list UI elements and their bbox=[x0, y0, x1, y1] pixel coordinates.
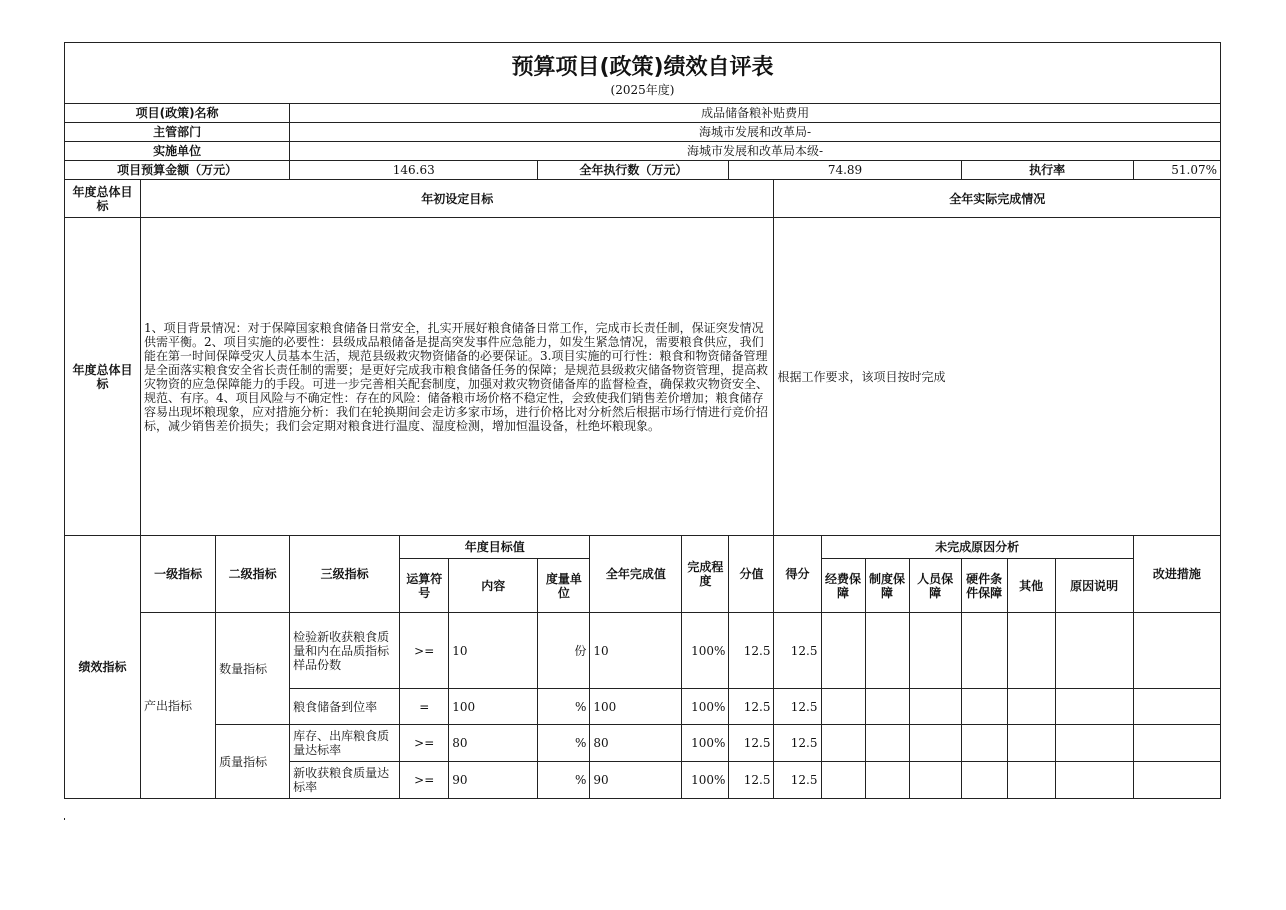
completion-degree: 100% bbox=[682, 725, 729, 762]
col-level3: 三级指标 bbox=[290, 536, 400, 613]
rate-value: 51.07% bbox=[1133, 161, 1220, 180]
score-value: 12.5 bbox=[729, 762, 774, 799]
table-row bbox=[65, 725, 1221, 762]
col-operator: 运算符号 bbox=[400, 559, 449, 613]
target-content: 100 bbox=[449, 689, 538, 725]
col-other: 其他 bbox=[1007, 559, 1055, 613]
col-improve: 改进措施 bbox=[1133, 536, 1220, 613]
exec-value: 74.89 bbox=[729, 161, 961, 180]
completion-degree: 100% bbox=[682, 613, 729, 689]
level1-output: 产出指标 bbox=[141, 613, 216, 799]
level2-quantity: 数量指标 bbox=[216, 613, 290, 725]
target-content: 80 bbox=[449, 725, 538, 762]
col-funding: 经费保障 bbox=[821, 559, 865, 613]
fiscal-year: (2025年度) bbox=[610, 83, 675, 97]
title-block bbox=[65, 43, 1221, 104]
col-hardware: 硬件条件保障 bbox=[961, 559, 1007, 613]
col-score: 得分 bbox=[774, 536, 821, 613]
col-level2: 二级指标 bbox=[216, 536, 290, 613]
operator: >= bbox=[400, 762, 449, 799]
indicator-name: 检验新收获粮食质量和内在品质指标样品份数 bbox=[290, 613, 400, 689]
score-value: 12.5 bbox=[729, 613, 774, 689]
table-continuation-edge bbox=[64, 818, 815, 820]
indicator-name: 粮食储备到位率 bbox=[290, 689, 400, 725]
target-content: 10 bbox=[449, 613, 538, 689]
col-score-value: 分值 bbox=[729, 536, 774, 613]
initial-goal-label: 年初设定目标 bbox=[141, 180, 774, 218]
score: 12.5 bbox=[774, 613, 821, 689]
initial-goal-text: 1、项目背景情况：对于保障国家粮食储备日常安全，扎实开展好粮食储备日常工作，完成市长责任制，保证突发情况供需平衡。2、项目实施的必要性：县级成品粮储备是提高突发事件应急能力，如发生紧急情况，需要粮食供应，我们能在第一时间保障受灾人员基本生活，规范县级救灾物资储备的必要保证。3.项目实施的可行性：粮食和物资储备管理是全面落实粮食安全省长责任制的需要；是更好完成我市粮食储备任务的保障；是规范县级救灾储备物资管理，提高救灾物资的应急保障能力的手段。可进一步完善相关配套制度，加强对救灾物资储备库的监督检查，确保救灾物资安全、规范、有序。4、项目风险与不确定性：存在的风险：储备粮市场价格不稳定性，会致使我们销售差价增加；粮食储存容易出现坏粮现象，应对措施分析：我们在轮换期间会走访多家市场，进行价格比对分析然后根据市场行情进行竞价招标，减少销售差价损失；我们会定期对粮食进行温度、湿度检测，增加恒温设备，杜绝坏粮现象。 bbox=[141, 218, 774, 536]
performance-evaluation-sheet bbox=[64, 42, 1221, 799]
completion-degree: 100% bbox=[682, 689, 729, 725]
score: 12.5 bbox=[774, 725, 821, 762]
measure-unit: % bbox=[538, 762, 590, 799]
budget-label: 项目预算金额（万元） bbox=[65, 161, 290, 180]
col-degree: 完成程度 bbox=[682, 536, 729, 613]
operator: >= bbox=[400, 725, 449, 762]
score: 12.5 bbox=[774, 689, 821, 725]
goal-header-label: 年度总体目标 bbox=[65, 180, 141, 218]
col-reason: 原因说明 bbox=[1055, 559, 1133, 613]
col-system: 制度保障 bbox=[865, 559, 909, 613]
goal-row-label: 年度总体目标 bbox=[65, 218, 141, 536]
operator: >= bbox=[400, 613, 449, 689]
unit-value: 海城市发展和改革局本级- bbox=[290, 142, 1221, 161]
measure-unit: % bbox=[538, 689, 590, 725]
indicator-name: 库存、出库粮食质量达标率 bbox=[290, 725, 400, 762]
evaluation-table bbox=[64, 42, 1221, 799]
page-title: 预算项目(政策)绩效自评表 bbox=[511, 55, 774, 80]
unit-label: 实施单位 bbox=[65, 142, 290, 161]
dept-label: 主管部门 bbox=[65, 123, 290, 142]
actual-value: 80 bbox=[590, 725, 682, 762]
col-content: 内容 bbox=[449, 559, 538, 613]
operator: = bbox=[400, 689, 449, 725]
project-name-label: 项目(政策)名称 bbox=[65, 104, 290, 123]
dept-value: 海城市发展和改革局- bbox=[290, 123, 1221, 142]
actual-value: 10 bbox=[590, 613, 682, 689]
score-value: 12.5 bbox=[729, 689, 774, 725]
rate-label: 执行率 bbox=[961, 161, 1133, 180]
measure-unit: 份 bbox=[538, 613, 590, 689]
measure-unit: % bbox=[538, 725, 590, 762]
level2-quality: 质量指标 bbox=[216, 725, 290, 799]
col-staff: 人员保障 bbox=[909, 559, 961, 613]
score: 12.5 bbox=[774, 762, 821, 799]
completion-degree: 100% bbox=[682, 762, 729, 799]
col-annual-target: 年度目标值 bbox=[400, 536, 590, 559]
actual-value: 100 bbox=[590, 689, 682, 725]
actual-completion-label: 全年实际完成情况 bbox=[774, 180, 1221, 218]
indicator-name: 新收获粮食质量达标率 bbox=[290, 762, 400, 799]
col-unit: 度量单位 bbox=[538, 559, 590, 613]
project-name-value: 成品储备粮补贴费用 bbox=[290, 104, 1221, 123]
score-value: 12.5 bbox=[729, 725, 774, 762]
col-reason-group: 未完成原因分析 bbox=[821, 536, 1133, 559]
budget-value: 146.63 bbox=[290, 161, 538, 180]
exec-label: 全年执行数（万元） bbox=[538, 161, 729, 180]
actual-completion-text: 根据工作要求，该项目按时完成 bbox=[774, 218, 1221, 536]
perf-section-label: 绩效指标 bbox=[65, 536, 141, 799]
table-row bbox=[65, 613, 1221, 689]
col-actual: 全年完成值 bbox=[590, 536, 682, 613]
col-level1: 一级指标 bbox=[141, 536, 216, 613]
target-content: 90 bbox=[449, 762, 538, 799]
actual-value: 90 bbox=[590, 762, 682, 799]
